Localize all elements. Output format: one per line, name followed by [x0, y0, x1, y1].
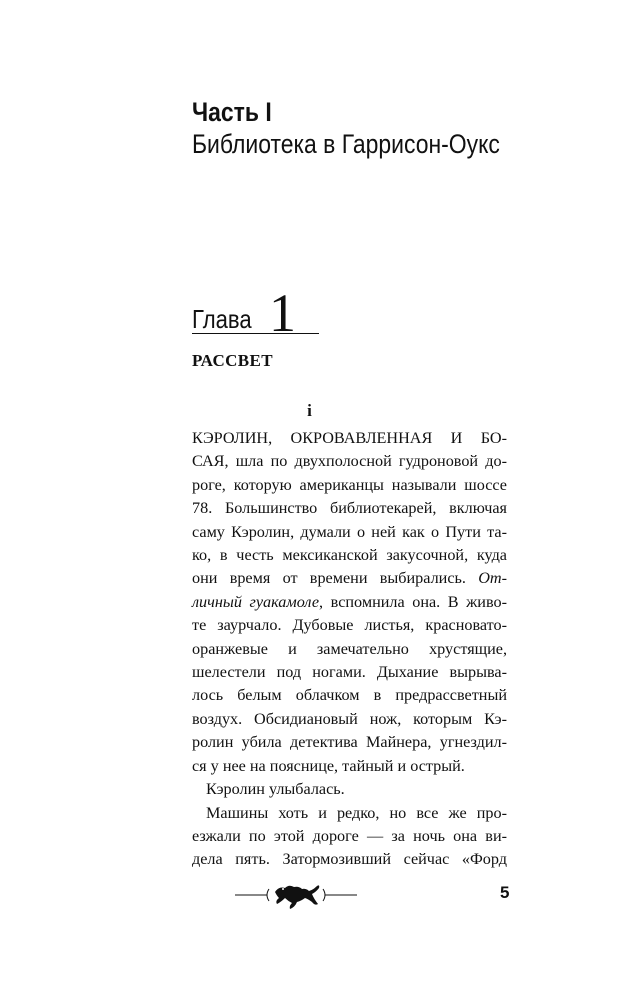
text-run: , вспомнила она. В живо-	[319, 592, 507, 611]
text-line: ко, в честь мексиканской закусочной, куда	[192, 546, 507, 565]
text-line: роге, которую американцы называли шоссе	[192, 475, 507, 494]
page-number: 5	[500, 883, 510, 902]
chapter-number: 1	[269, 283, 296, 343]
text-line: ролин убила детектива Майнера, угнездил-	[192, 733, 507, 752]
text-line: САЯ, шла по двухполосной гудроновой до-	[192, 452, 507, 471]
text-line	[192, 567, 507, 590]
chapter-heading	[192, 283, 332, 343]
italic-text: личный гуакамоле	[192, 592, 320, 611]
text-line: дела пять. Затормозивший сейчас «Форд	[192, 850, 507, 869]
text-line: оранжевые и замечательно хрустящие,	[192, 639, 507, 658]
chapter-underline	[192, 333, 319, 334]
text-line: те заурчало. Дубовые листья, красновато-	[192, 616, 507, 635]
text-line	[192, 591, 507, 614]
chapter-word: Глава	[192, 304, 252, 334]
chapter-title: РАССВЕТ	[192, 351, 274, 370]
part-heading	[192, 96, 592, 160]
page-footer	[0, 875, 619, 915]
text-line: КЭРОЛИН, ОКРОВАВЛЕННАЯ И БО-	[192, 429, 507, 447]
part-title: Библиотека в Гаррисон-Оукс	[192, 129, 500, 159]
panther-ornament-icon	[235, 877, 357, 913]
part-number: Часть I	[192, 97, 272, 127]
text-line: 78. Большинство библиотекарей, включая	[192, 499, 507, 518]
text-line: езжали по этой дороге — за ночь она ви-	[192, 826, 507, 845]
text-line: Машины хоть и редко, но все же про-	[206, 803, 507, 822]
text-line: Кэролин улыбалась.	[206, 780, 345, 799]
text-line: воздух. Обсидиановый нож, которым Кэ-	[192, 709, 507, 728]
text-line: саму Кэролин, думали о ней как о Пути та-	[192, 522, 507, 541]
text-line: лось белым облачком в предрассветный	[192, 686, 507, 705]
section-mark: i	[307, 401, 312, 420]
body-text	[192, 427, 507, 872]
text-run: они время от времени выбирались.	[192, 569, 466, 588]
italic-text: От-	[478, 569, 508, 588]
text-line: шелестели под ногами. Дыхание вырыва-	[192, 663, 507, 682]
text-line: ся у нее на пояснице, тайный и острый.	[192, 756, 465, 775]
